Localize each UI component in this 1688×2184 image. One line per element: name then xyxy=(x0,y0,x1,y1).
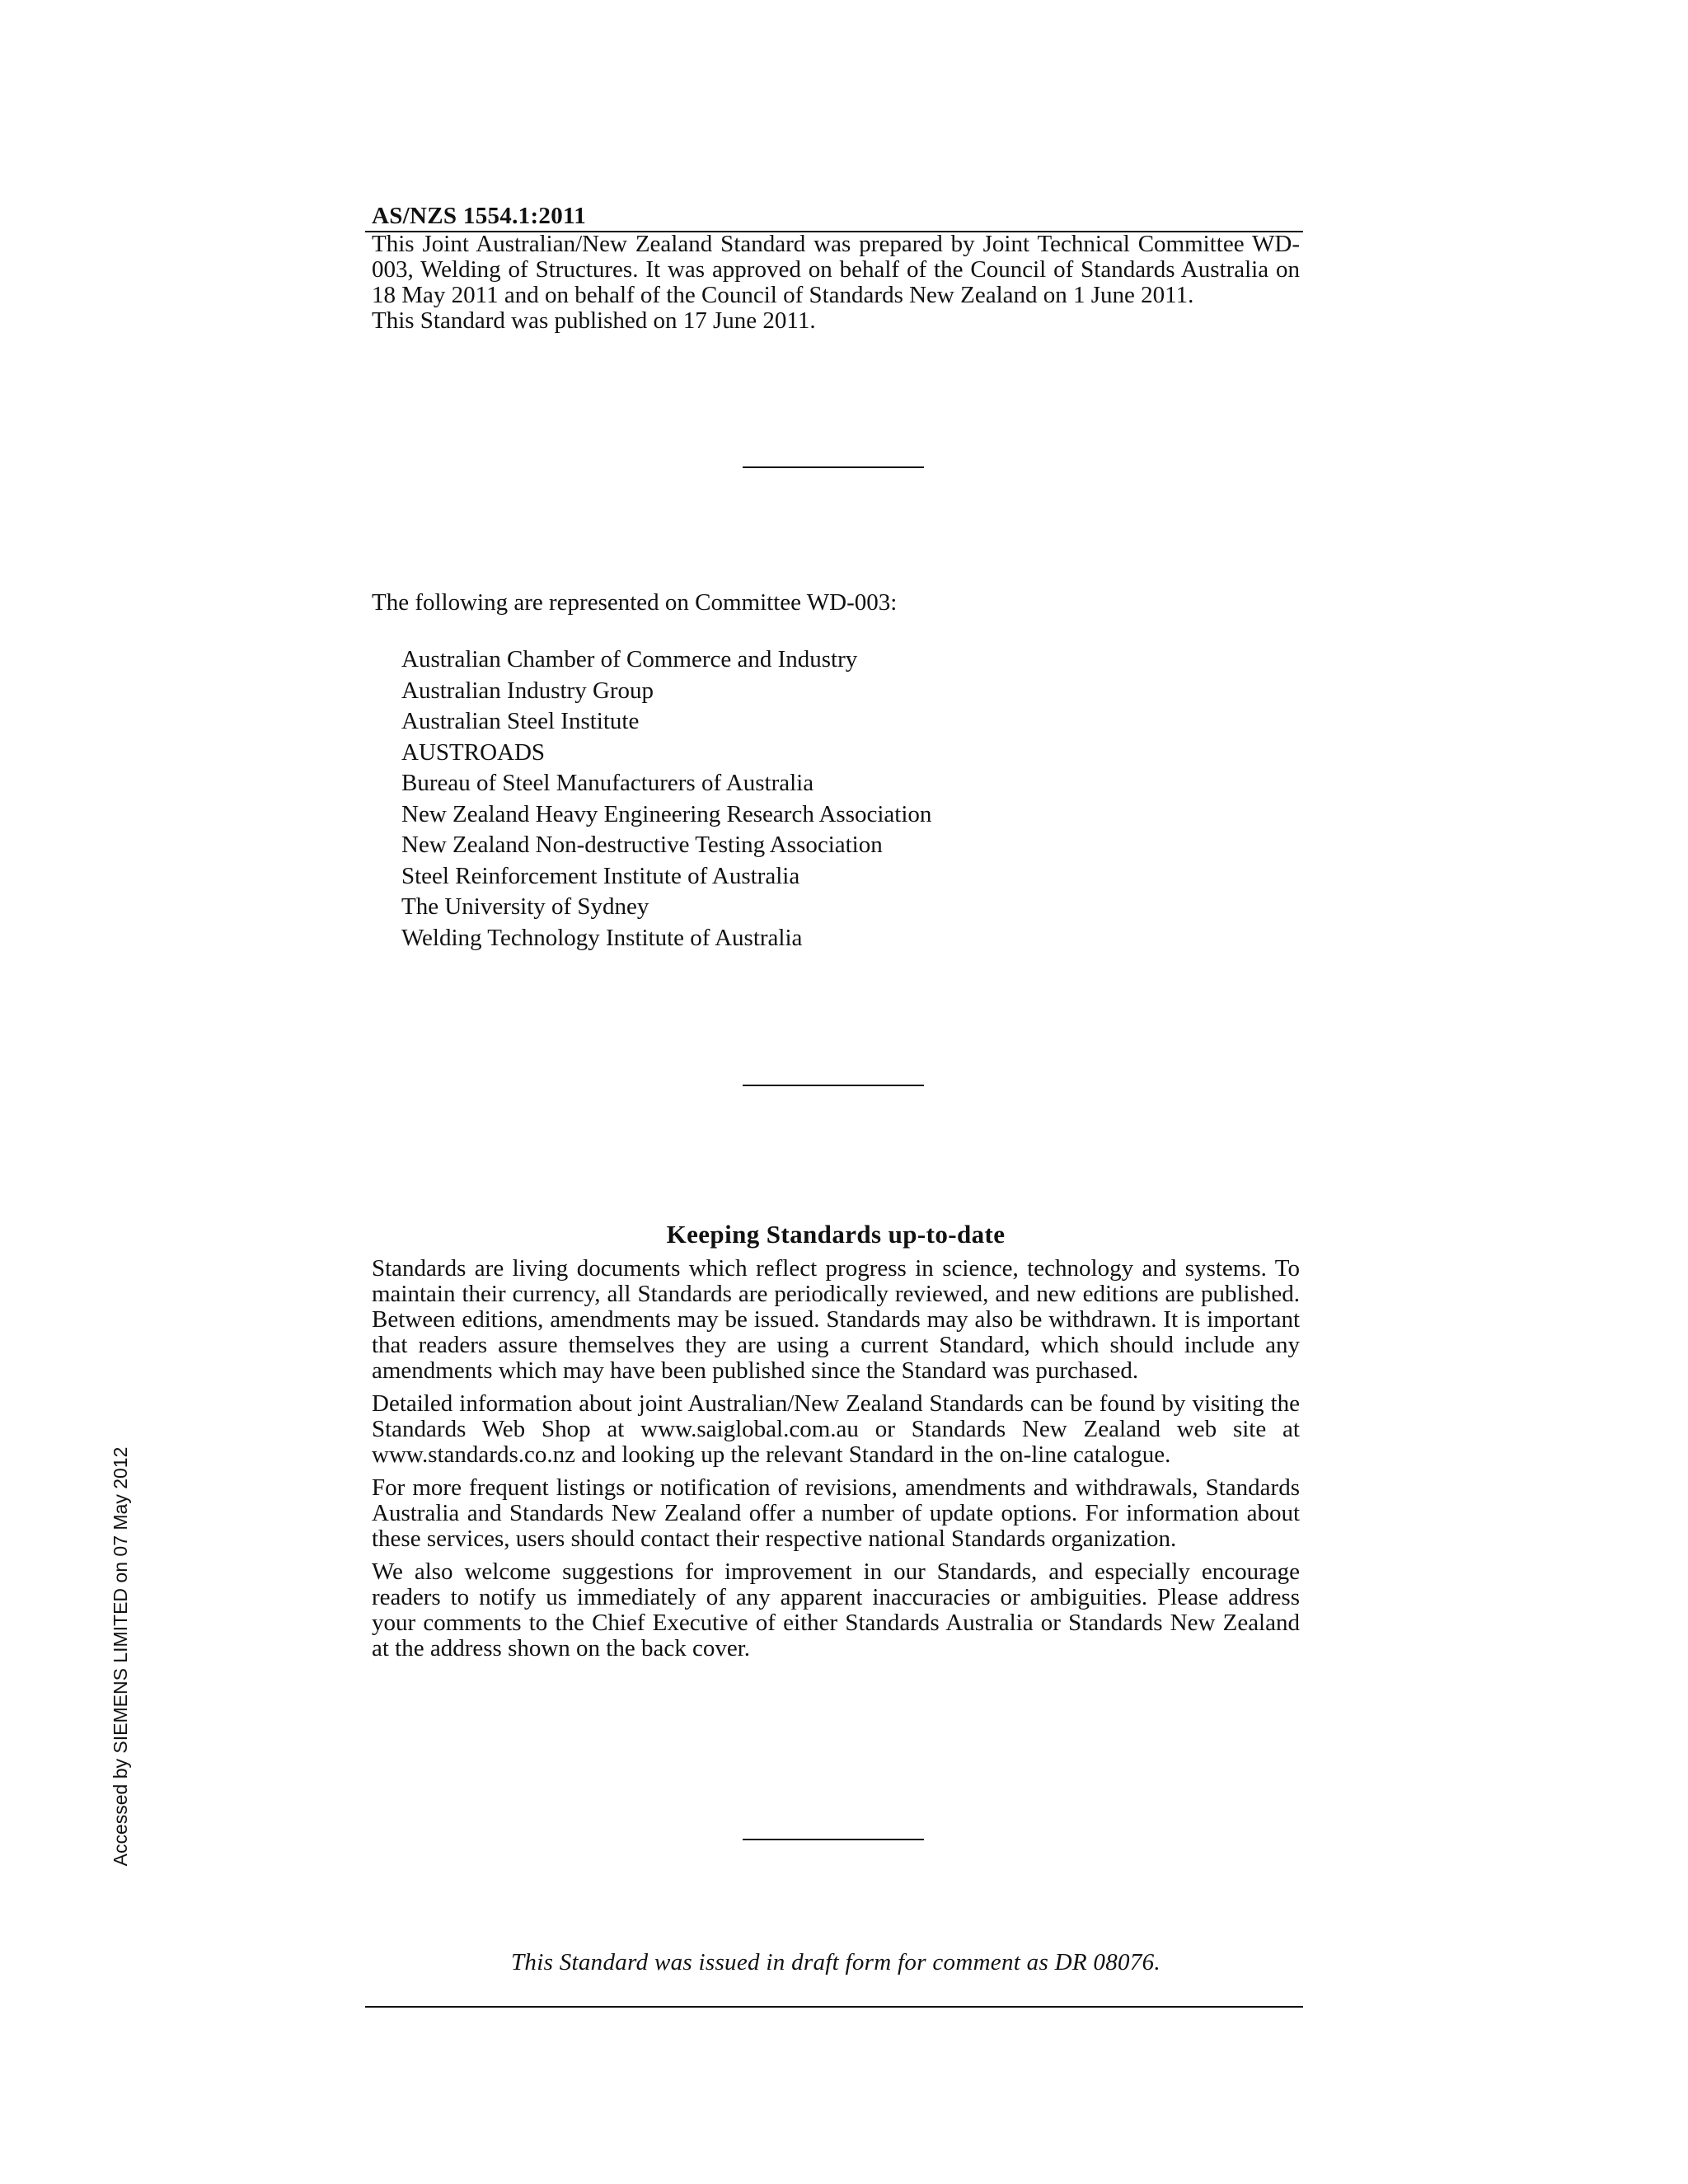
section-divider-2 xyxy=(743,1085,924,1086)
committee-organization-list xyxy=(401,644,1300,954)
keeping-standards-body xyxy=(372,1256,1300,1669)
body-paragraph: For more frequent listings or notification of revisions, amendments and withdrawals, Standards Australia and Standards New Zealand offer a number of update options. For information about these services, users should contact their respective national Standards organization. xyxy=(372,1474,1300,1552)
organization-item: Australian Chamber of Commerce and Industry xyxy=(401,646,858,673)
organization-item: Steel Reinforcement Institute of Australia xyxy=(401,862,800,889)
footer-rule xyxy=(365,2006,1303,2008)
organization-item: New Zealand Heavy Engineering Research Association xyxy=(401,800,932,827)
section-divider-1 xyxy=(743,466,924,468)
committee-intro: The following are represented on Committee WD-003: xyxy=(372,589,898,616)
organization-item: Australian Steel Institute xyxy=(401,708,640,734)
body-paragraph: Standards are living documents which reflect progress in science, technology and systems. To maintain their currency, all Standards are periodically reviewed, and new editions are published. Between editions, amendments may be issued. Standards may also be withdrawn. It is important that readers assure themselves they are using a current Standard, which should include any amendments which may have been published since the Standard was purchased. xyxy=(372,1255,1300,1384)
preparation-statement xyxy=(372,232,1300,334)
organization-item: AUSTROADS xyxy=(401,738,546,766)
keeping-standards-heading: Keeping Standards up-to-date xyxy=(666,1220,1006,1249)
access-stamp-text: Accessed by SIEMENS LIMITED on 07 May 2012 xyxy=(110,1446,131,1867)
published-paragraph: This Standard was published on 17 June 2011. xyxy=(372,307,816,334)
organization-item: New Zealand Non-destructive Testing Association xyxy=(401,832,883,858)
organization-item: Australian Industry Group xyxy=(401,677,654,704)
organization-item: Welding Technology Institute of Australia xyxy=(401,924,803,951)
body-paragraph: Detailed information about joint Australian/New Zealand Standards can be found by visiting the Standards Web Shop at www.saiglobal.com.au or Standards New Zealand web site at www.standards.co.nz and looking up the relevant Standard in the on-line catalogue. xyxy=(372,1390,1300,1468)
section-divider-3 xyxy=(743,1839,924,1840)
approval-paragraph: This Joint Australian/New Zealand Standard was prepared by Joint Technical Committee WD-003, Welding of Structures. It was approved on behalf of the Council of Standards Australia on 18 May 2011 and on behalf of the Council of Standards New Zealand on 1 June 2011. xyxy=(372,231,1300,308)
document-id: AS/NZS 1554.1:2011 xyxy=(372,203,586,229)
organization-item: Bureau of Steel Manufacturers of Australia xyxy=(401,770,814,796)
draft-note: This Standard was issued in draft form for comment as DR 08076. xyxy=(511,1949,1160,1975)
body-paragraph: We also welcome suggestions for improvement in our Standards, and especially encourage readers to notify us immediately of any apparent inaccuracies or ambiguities. Please address your comments to the Chief Executive of either Standards Australia or Standards New Zealand at the address shown on the back cover. xyxy=(372,1558,1300,1661)
organization-item: The University of Sydney xyxy=(401,893,649,920)
